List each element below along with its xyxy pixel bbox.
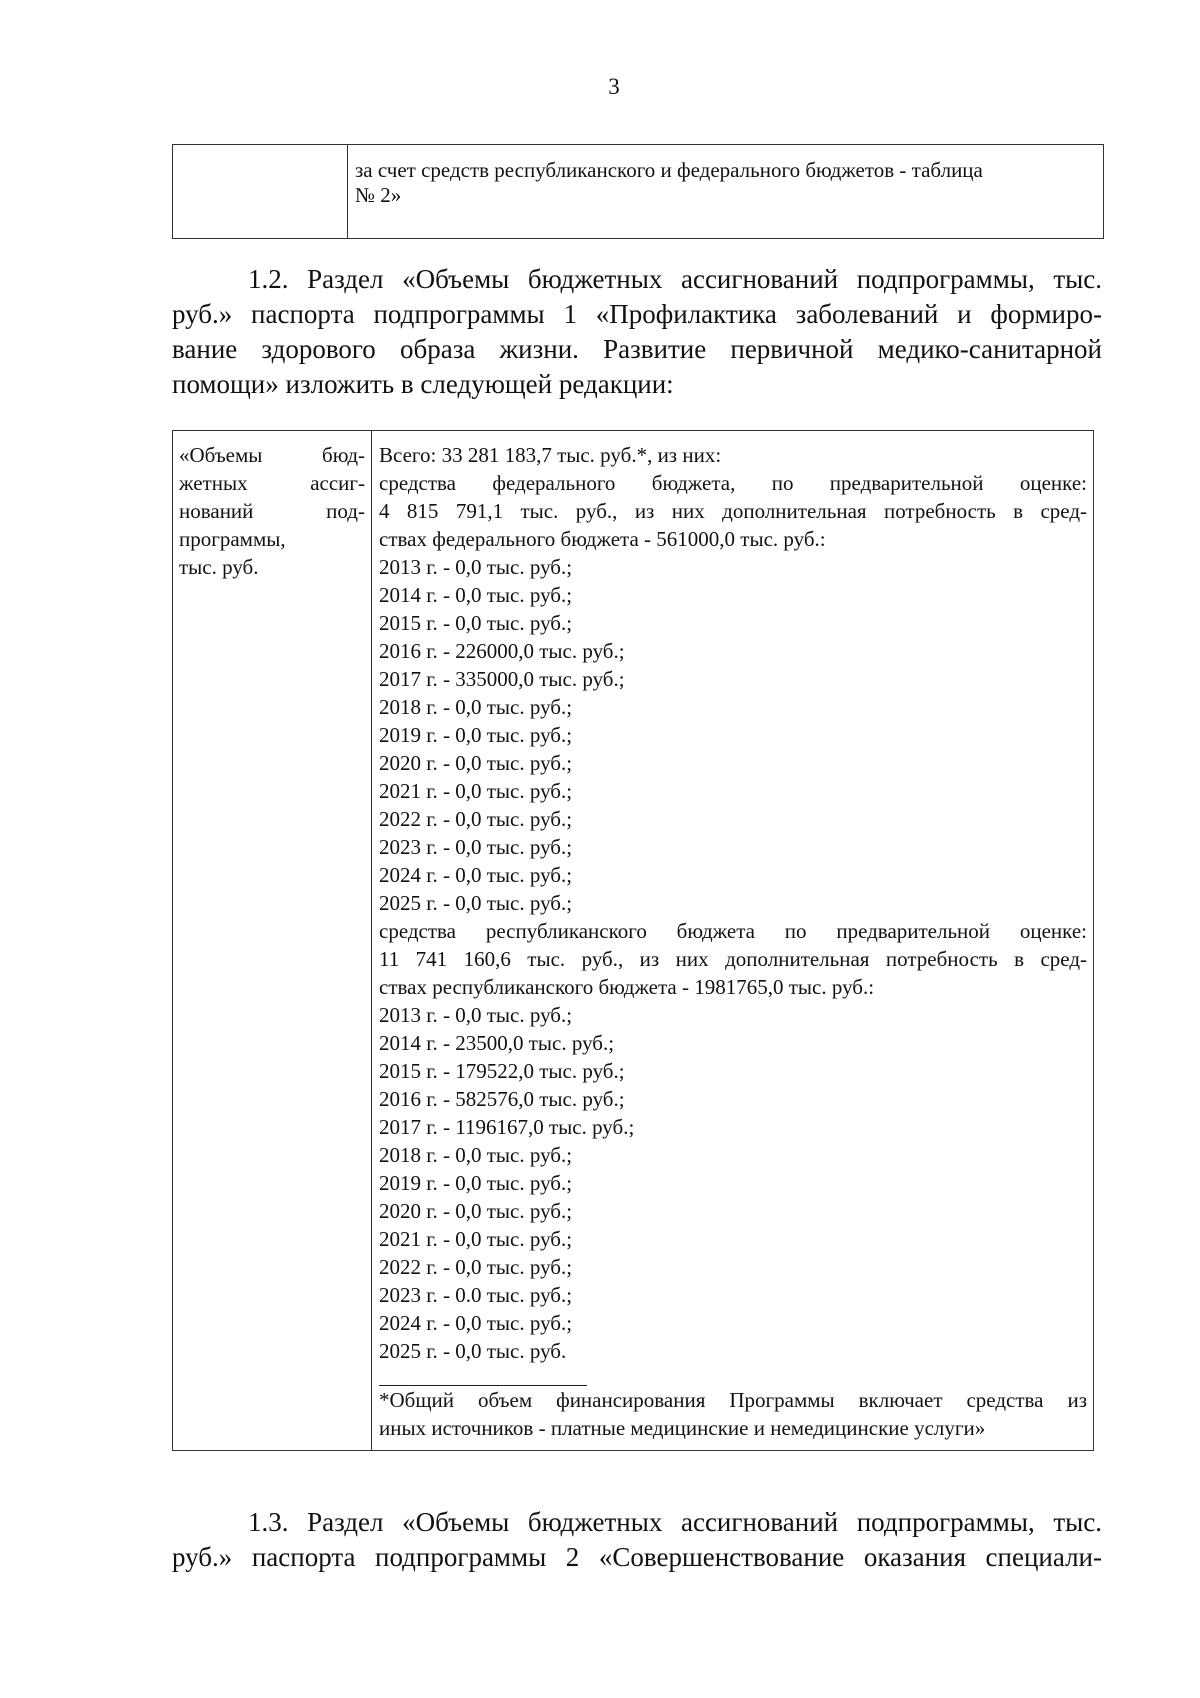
- republic-year-line: 2015 г. - 179522,0 тыс. руб.;: [379, 1059, 625, 1083]
- republic-year-line: 2017 г. - 1196167,0 тыс. руб.;: [379, 1115, 635, 1139]
- continuation-line: № 2»: [355, 183, 402, 207]
- label-line: жетных ассиг-: [179, 471, 365, 495]
- label-line: нований под-: [179, 499, 365, 523]
- paragraph-1-3: [172, 1505, 1102, 1575]
- federal-year-line: 2019 г. - 0,0 тыс. руб.;: [379, 723, 573, 747]
- federal-year-line: 2020 г. - 0,0 тыс. руб.;: [379, 751, 573, 775]
- republic-intro-line: 11 741 160,6 тыс. руб., из них дополнительная потребность в сред-: [379, 947, 1087, 971]
- republic-year-line: 2025 г. - 0,0 тыс. руб.: [379, 1339, 567, 1363]
- continuation-line: за счет средств республиканского и федерального бюджетов - таблица: [355, 158, 983, 182]
- label-line: программы,: [179, 527, 286, 551]
- federal-year-line: 2014 г. - 0,0 тыс. руб.;: [379, 583, 573, 607]
- footnote-line: иных источников - платные медицинские и немедицинские услуги»: [379, 1416, 986, 1440]
- paragraph-line: 1.3. Раздел «Объемы бюджетных ассигнований подпрограммы, тыс.: [248, 1507, 1102, 1537]
- republic-intro-line: средства республиканского бюджета по предварительной оценке:: [379, 919, 1087, 943]
- federal-intro-line: 4 815 791,1 тыс. руб., из них дополнительная потребность в сред-: [379, 499, 1087, 523]
- federal-year-line: 2018 г. - 0,0 тыс. руб.;: [379, 695, 573, 719]
- republic-year-line: 2023 г. - 0.0 тыс. руб.;: [379, 1283, 573, 1307]
- republic-year-line: 2016 г. - 582576,0 тыс. руб.;: [379, 1087, 625, 1111]
- federal-year-line: 2021 г. - 0,0 тыс. руб.;: [379, 779, 573, 803]
- paragraph-line: руб.» паспорта подпрограммы 2 «Совершенствование оказания специали-: [172, 1542, 1102, 1572]
- republic-year-line: 2018 г. - 0,0 тыс. руб.;: [379, 1143, 573, 1167]
- federal-intro-line: ствах федерального бюджета - 561000,0 тыс. руб.:: [379, 527, 826, 551]
- federal-year-line: 2016 г. - 226000,0 тыс. руб.;: [379, 639, 625, 663]
- federal-year-line: 2017 г. - 335000,0 тыс. руб.;: [379, 667, 625, 691]
- continuation-table-left-cell: [173, 145, 348, 239]
- continuation-table-right-cell: [348, 145, 1104, 239]
- republic-year-line: 2024 г. - 0,0 тыс. руб.;: [379, 1311, 573, 1335]
- total-amount: Всего: 33 281 183,7 тыс. руб.*, из них:: [379, 443, 722, 467]
- republic-year-line: 2019 г. - 0,0 тыс. руб.;: [379, 1171, 573, 1195]
- label-line: «Объемы бюд-: [179, 443, 365, 467]
- footnote-line: *Общий объем финансирования Программы включает средства из: [379, 1388, 1087, 1412]
- paragraph-line: вание здорового образа жизни. Развитие первичной медико-санитарной: [172, 334, 1102, 364]
- paragraph-line: 1.2. Раздел «Объемы бюджетных ассигнований подпрограммы, тыс.: [248, 264, 1102, 294]
- republic-year-line: 2014 г. - 23500,0 тыс. руб.;: [379, 1031, 615, 1055]
- federal-year-line: 2025 г. - 0,0 тыс. руб.;: [379, 891, 573, 915]
- republic-year-line: 2022 г. - 0,0 тыс. руб.;: [379, 1255, 573, 1279]
- paragraph-line: помощи» изложить в следующей редакции:: [172, 369, 674, 399]
- republic-year-line: 2021 г. - 0,0 тыс. руб.;: [379, 1227, 573, 1251]
- continuation-table: [172, 144, 1104, 239]
- budget-table-content-cell: [372, 431, 1094, 1451]
- republic-intro-line: ствах республиканского бюджета - 1981765,0 тыс. руб.:: [379, 975, 875, 999]
- paragraph-line: руб.» паспорта подпрограммы 1 «Профилактика заболеваний и формиро-: [172, 299, 1102, 329]
- federal-year-line: 2023 г. - 0,0 тыс. руб.;: [379, 835, 573, 859]
- budget-allocation-table: [172, 430, 1094, 1451]
- federal-year-line: 2024 г. - 0,0 тыс. руб.;: [379, 863, 573, 887]
- federal-year-line: 2022 г. - 0,0 тыс. руб.;: [379, 807, 573, 831]
- federal-year-line: 2015 г. - 0,0 тыс. руб.;: [379, 611, 573, 635]
- federal-year-line: 2013 г. - 0,0 тыс. руб.;: [379, 555, 573, 579]
- budget-table-label-cell: [173, 431, 372, 1451]
- republic-year-line: 2020 г. - 0,0 тыс. руб.;: [379, 1199, 573, 1223]
- federal-intro-line: средства федерального бюджета, по предварительной оценке:: [379, 471, 1087, 495]
- republic-year-line: 2013 г. - 0,0 тыс. руб.;: [379, 1003, 573, 1027]
- page-number: 3: [608, 74, 620, 99]
- paragraph-1-2: [172, 262, 1102, 402]
- label-line: тыс. руб.: [179, 555, 259, 579]
